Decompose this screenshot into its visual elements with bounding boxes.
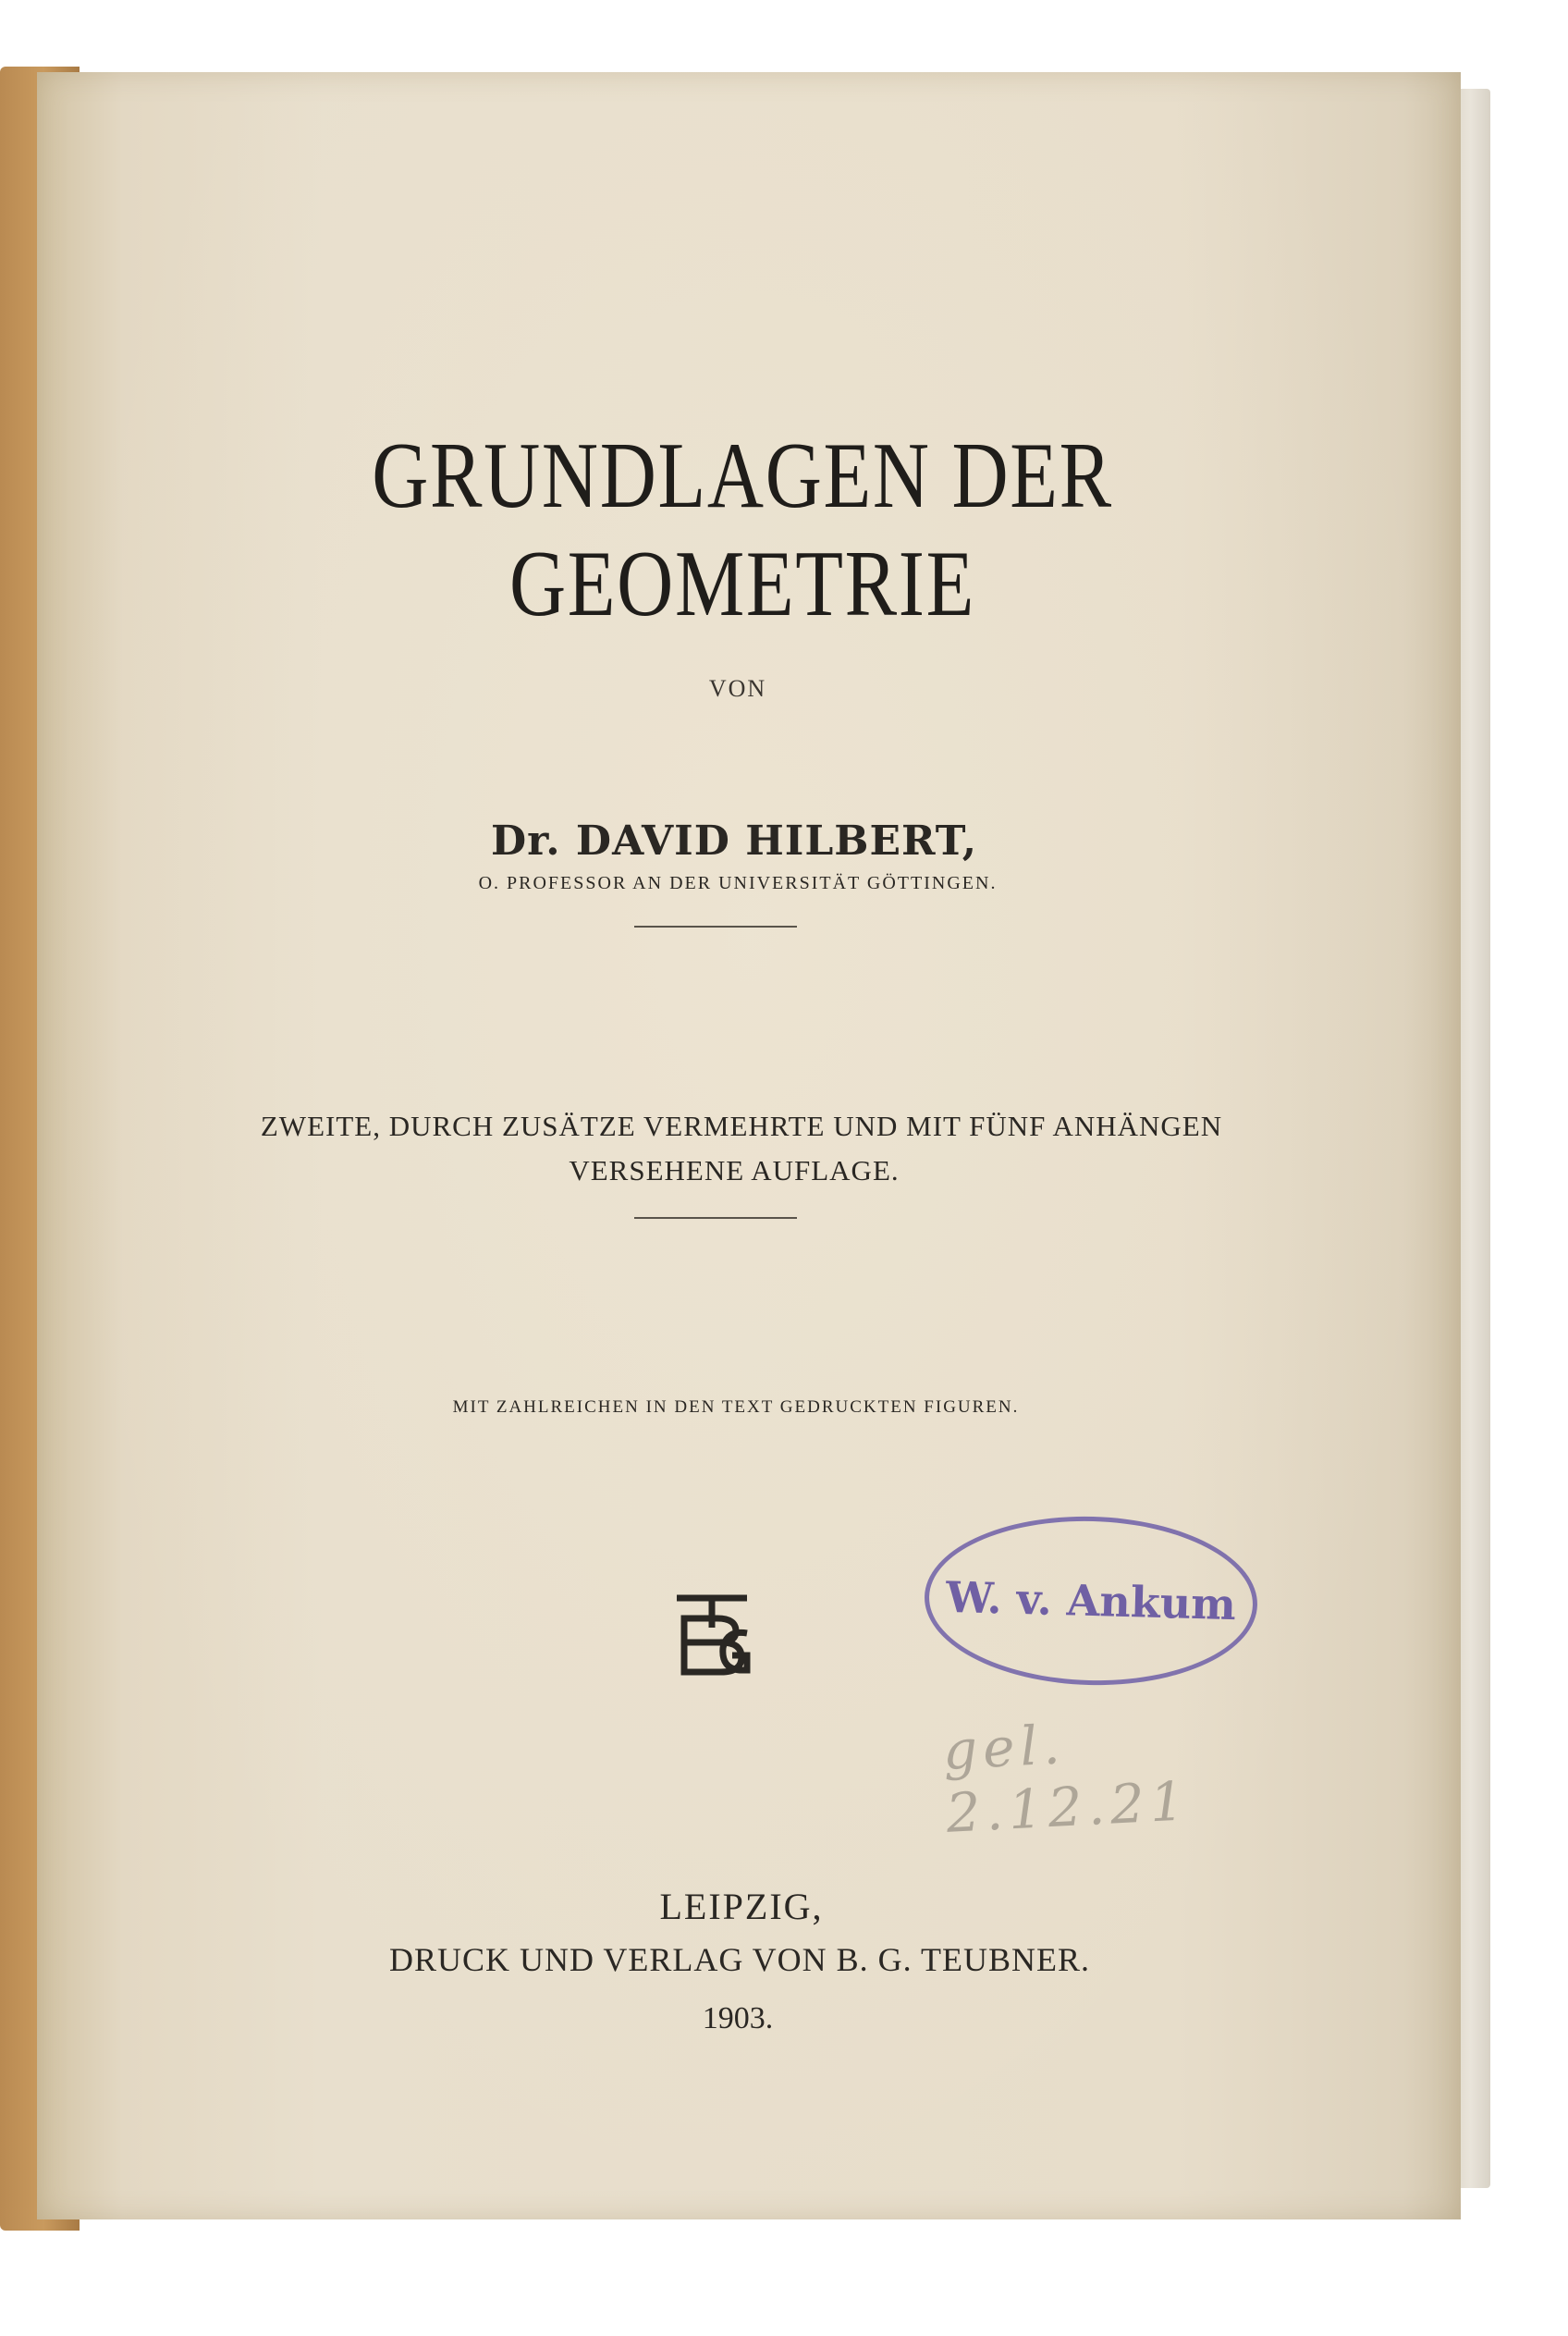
ownership-stamp: W. v. Ankum: [923, 1512, 1260, 1689]
title-page: [37, 72, 1461, 2219]
edition-line-1: ZWEITE, DURCH ZUSÄTZE VERMEHRTE UND MIT FÜNF ANHÄNGEN: [260, 1110, 1223, 1142]
imprint-place: LEIPZIG,: [659, 1886, 824, 1927]
author-position: O. PROFESSOR AN DER UNIVERSITÄT GÖTTINGEN.: [478, 873, 998, 893]
divider: [634, 926, 797, 928]
by-line: VON: [708, 675, 767, 702]
author-name: DAVID HILBERT,: [575, 818, 978, 865]
edition-line-2: VERSEHENE AUFLAGE.: [569, 1154, 900, 1186]
divider: [634, 1217, 797, 1219]
teubner-monogram-icon: [671, 1591, 753, 1679]
imprint-publisher: DRUCK UND VERLAG VON B. G. TEUBNER.: [388, 1941, 1091, 1978]
pencil-annotation: gel. 2.12.21: [941, 1713, 1192, 1845]
author: [22, 818, 1446, 865]
figures-note: MIT ZAHLREICHEN IN DEN TEXT GEDRUCKTEN FIGUREN.: [452, 1397, 1020, 1417]
book-title: GRUNDLAGEN DER GEOMETRIE: [372, 424, 1113, 636]
imprint-year: 1903.: [702, 2001, 774, 2035]
author-prefix: Dr.: [490, 818, 561, 865]
